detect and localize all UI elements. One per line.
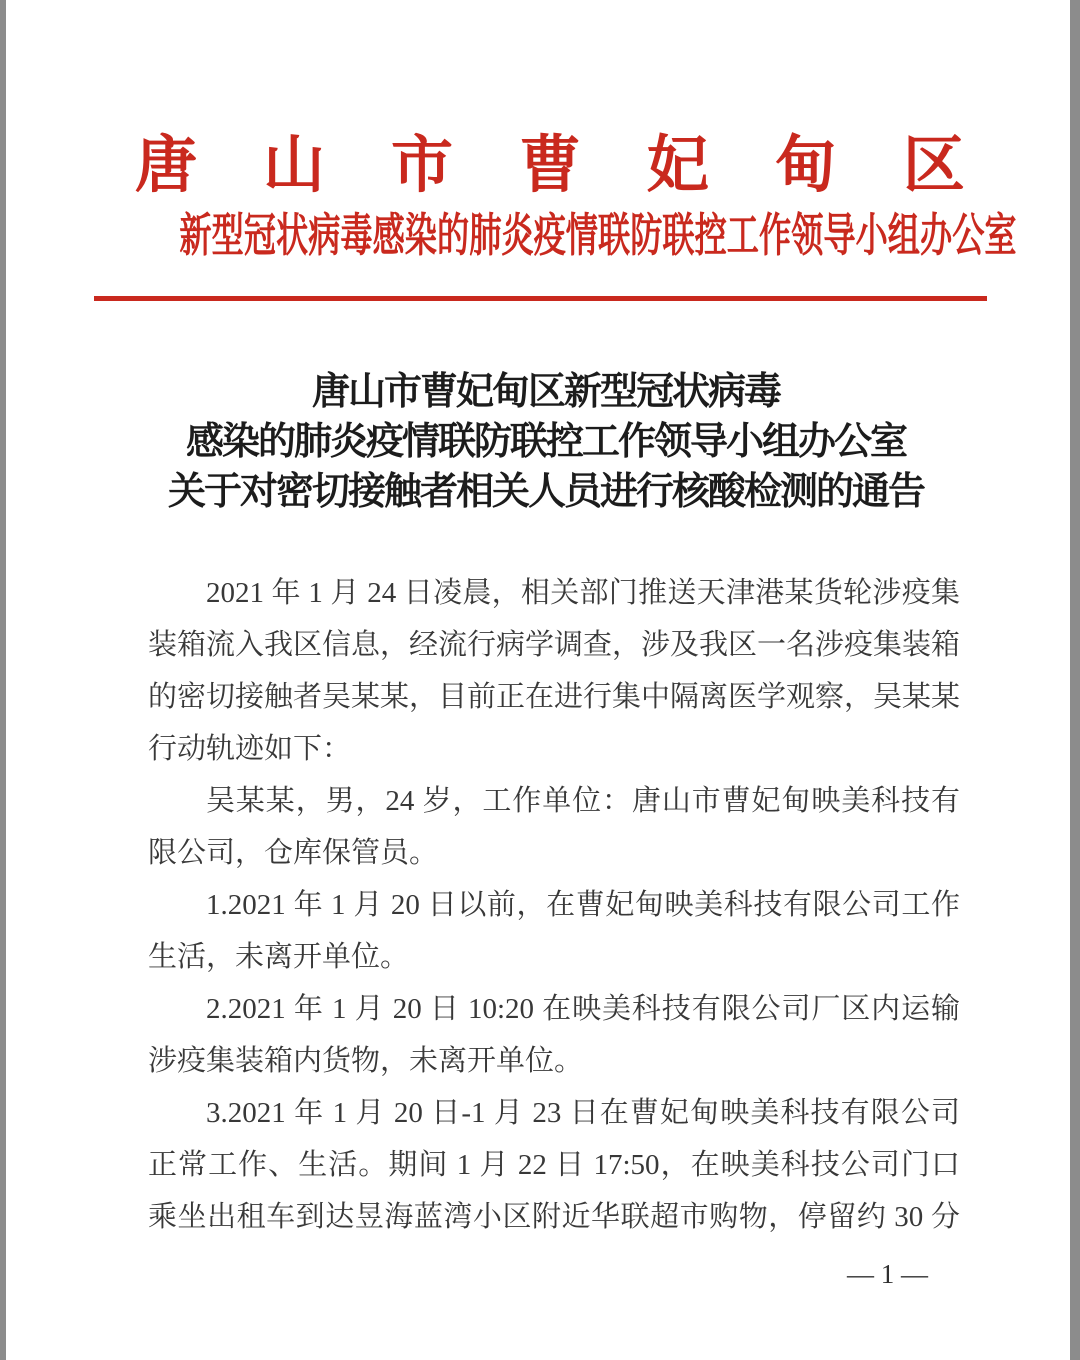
org-name-char: 曹: [518, 132, 581, 200]
scan-edge-right: [1070, 0, 1080, 1360]
body-line: 限公司，仓库保管员。: [148, 837, 439, 869]
org-name-sub-wrap: [0, 208, 1080, 264]
document-title-line1: 唐山市曹妃甸区新型冠状病毒: [311, 371, 780, 413]
body-text: [148, 567, 960, 1243]
body-line: 1.2021 年 1 月 20 日以前，在曹妃甸映美科技有限公司工作: [206, 889, 960, 921]
org-name-char: 唐: [135, 132, 198, 200]
body-line: 正常工作、生活。期间 1 月 22 日 17:50，在映美科技公司门口: [148, 1149, 960, 1181]
document-title: [0, 367, 1080, 517]
scan-edge-left: [0, 0, 6, 1360]
org-name-char: 妃: [646, 132, 709, 200]
org-name-spread: [135, 130, 965, 202]
body-line: 3.2021 年 1 月 20 日-1 月 23 日在曹妃甸映美科技有限公司: [206, 1097, 960, 1129]
body-line: 装箱流入我区信息，经流行病学调查，涉及我区一名涉疫集装箱: [148, 629, 961, 661]
body-line: 涉疫集装箱内货物，未离开单位。: [148, 1045, 584, 1077]
document-title-line3: 关于对密切接触者相关人员进行核酸检测的通告: [167, 471, 924, 513]
body-line: 2.2021 年 1 月 20 日 10:20 在映美科技有限公司厂区内运输: [206, 993, 960, 1025]
body-line: 乘坐出租车到达昱海蓝湾小区附近华联超市购物，停留约 30 分: [148, 1201, 960, 1233]
page-number: — 1 —: [847, 1259, 928, 1289]
body-line: 的密切接触者吴某某，目前正在进行集中隔离医学观察，吴某某: [148, 681, 961, 713]
org-name-sub: 新型冠状病毒感染的肺炎疫情联防联控工作领导小组办公室: [179, 210, 1017, 261]
org-name-char: 甸: [774, 132, 837, 200]
body-line: 行动轨迹如下：: [148, 733, 352, 765]
document-title-line2: 感染的肺炎疫情联防联控工作领导小组办公室: [185, 421, 906, 463]
body-line: 生活，未离开单位。: [148, 941, 410, 973]
org-name-char: 山: [262, 132, 325, 200]
letterhead: [0, 0, 1080, 264]
body-line: 2021 年 1 月 24 日凌晨，相关部门推送天津港某货轮涉疫集: [206, 577, 960, 609]
org-name-char: 市: [390, 132, 453, 200]
body-line: 吴某某，男，24 岁，工作单位：唐山市曹妃甸映美科技有: [206, 785, 960, 817]
org-name-char: 区: [902, 132, 965, 200]
red-divider-rule: [94, 296, 987, 301]
